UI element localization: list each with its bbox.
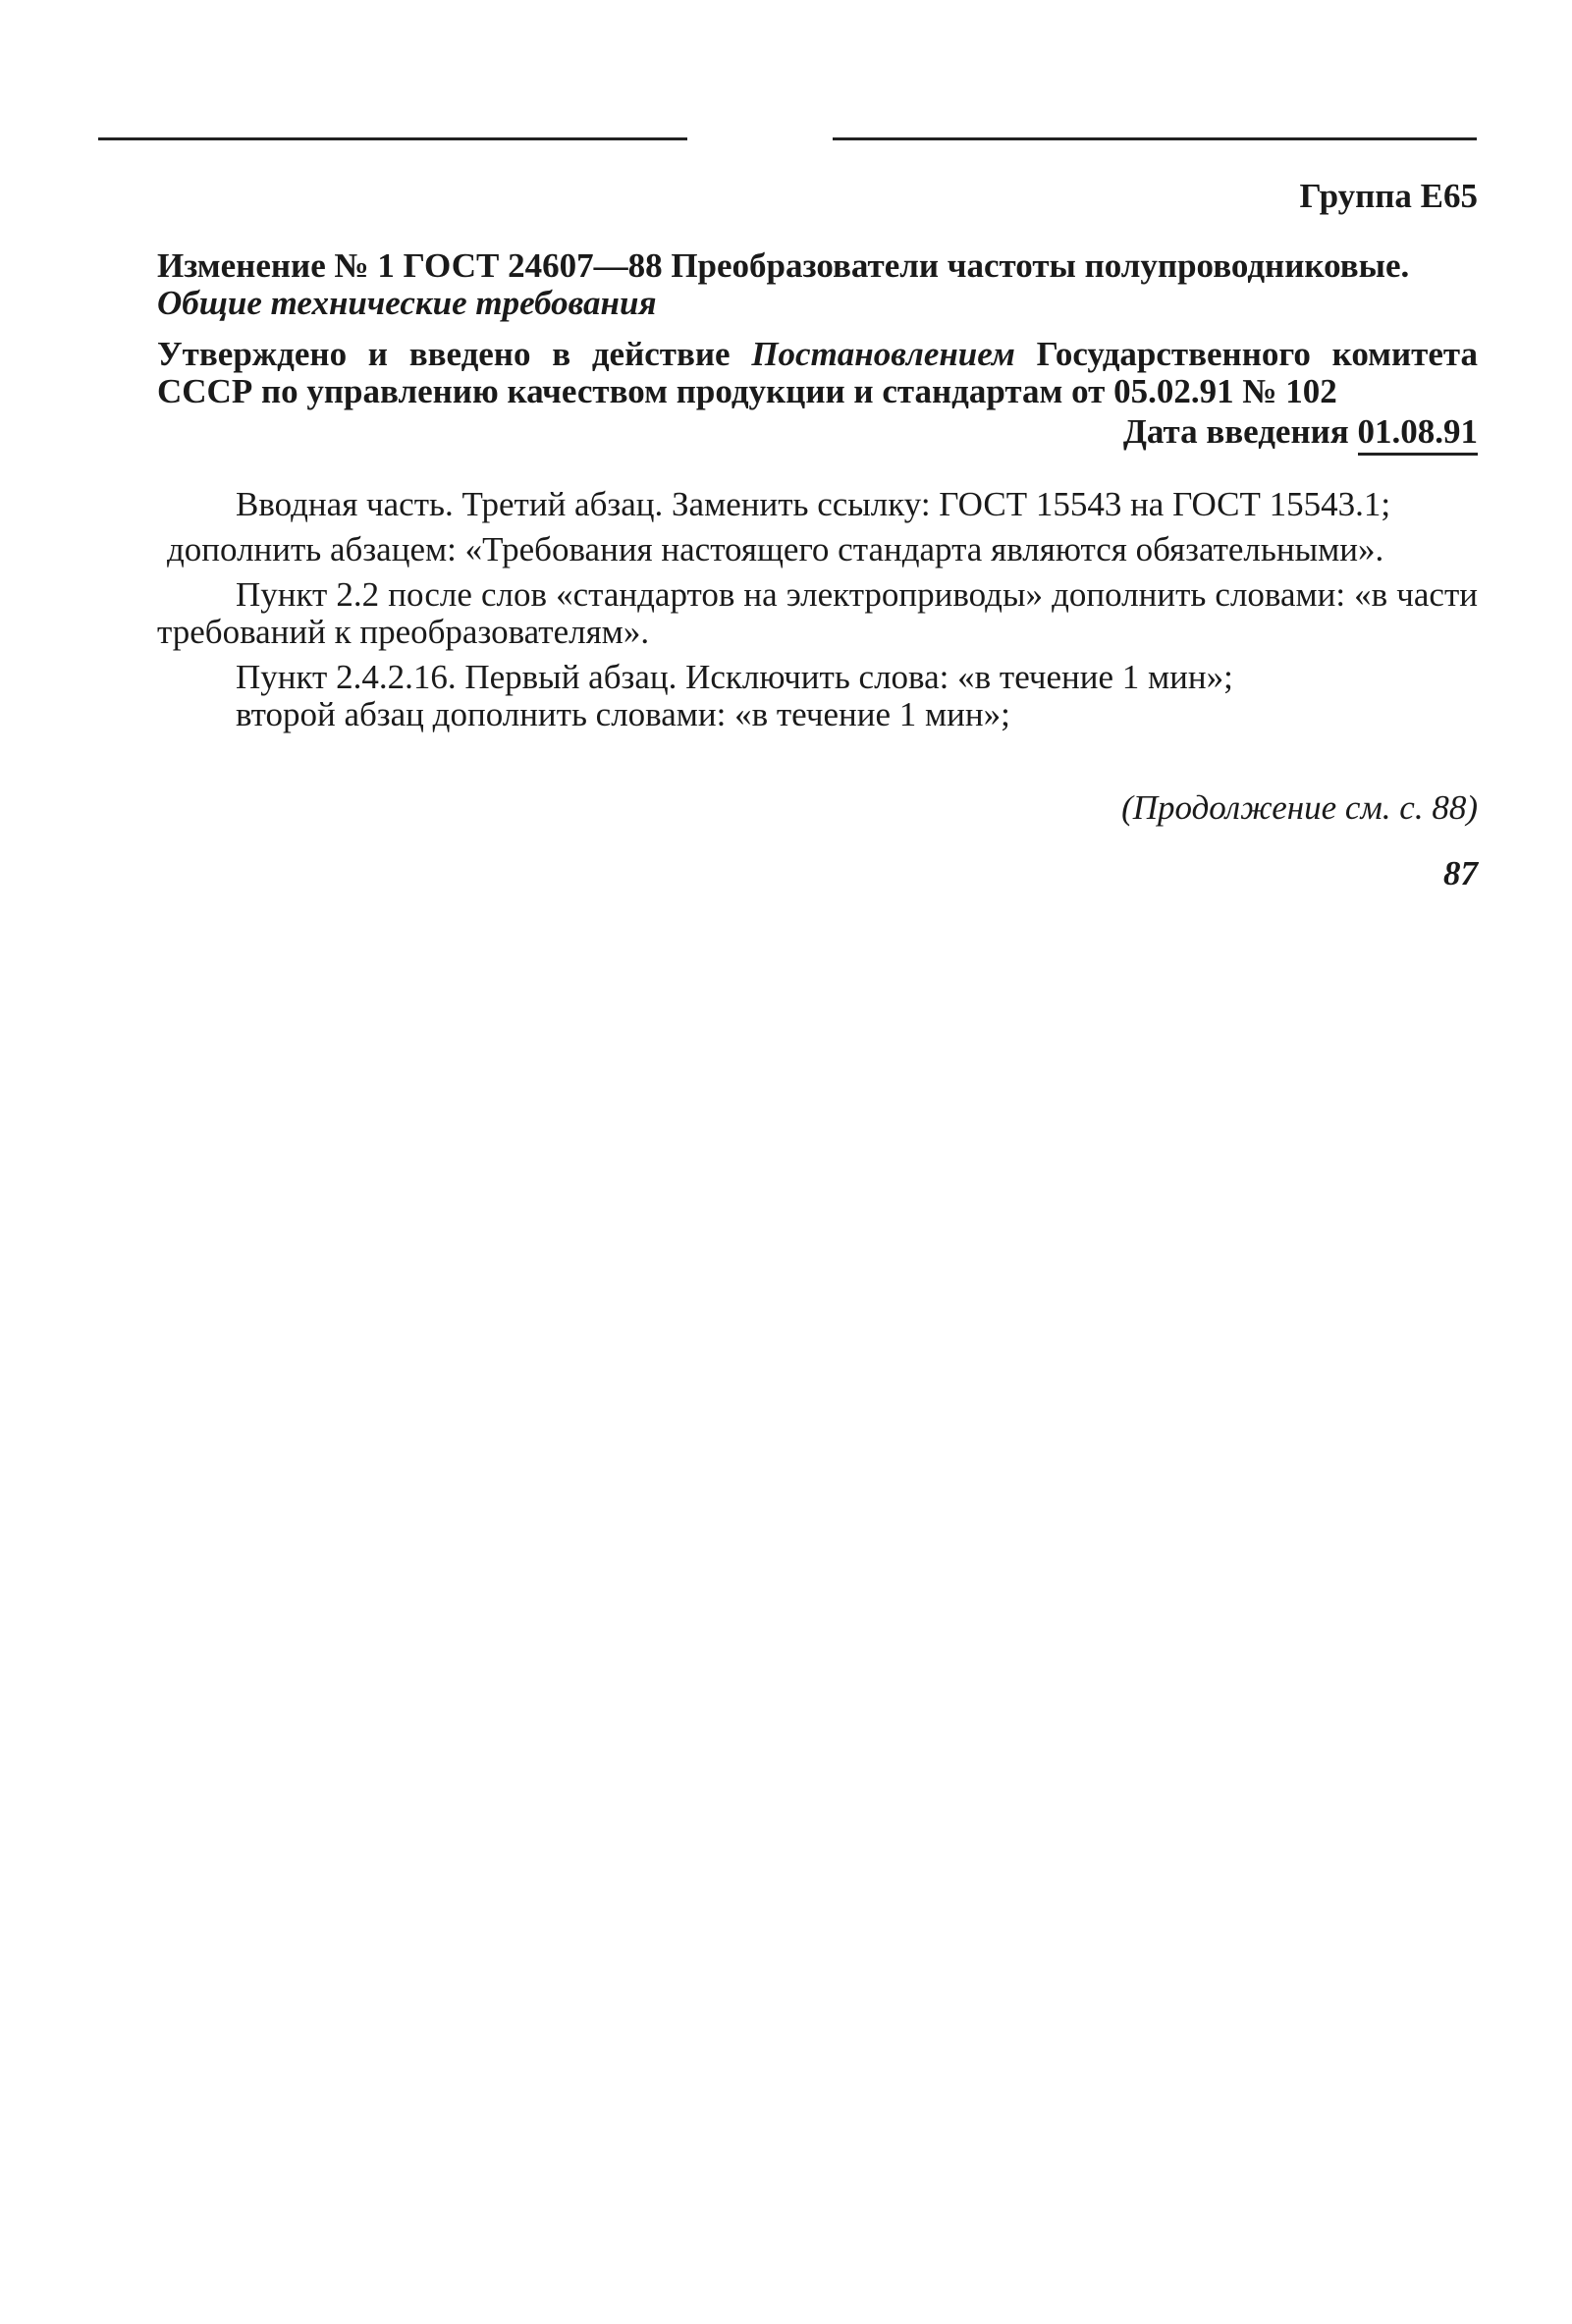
continuation-note: (Продолжение см. с. 88): [1121, 788, 1478, 827]
page-number: 87: [1443, 854, 1478, 892]
paragraph-2: дополнить абзацем: «Требования настоящего стандарта являются обязательными».: [167, 530, 1384, 568]
amendment-title: [157, 247, 1478, 322]
date-value: 01.08.91: [1358, 412, 1479, 456]
date-label: Дата введения: [1122, 412, 1358, 451]
title-sub: Общие технические требования: [157, 284, 657, 322]
paragraph-4: Пункт 2.4.2.16. Первый абзац. Исключить слова: «в течение 1 мин»;: [236, 658, 1233, 696]
paragraph-3: Пункт 2.2 после слов «стандартов на электроприводы» дополнить словами: «в части требований к преобразователям».: [157, 575, 1478, 651]
title-main: Изменение № 1 ГОСТ 24607—88 Преобразователи частоты полупроводниковые.: [157, 246, 1410, 285]
paragraph-5: второй абзац дополнить словами: «в течение 1 мин»;: [236, 695, 1010, 733]
approval-part-3: Государственного комитета СССР по управлению качеством продукции и стандартам от 05.02.91 № 102: [157, 335, 1479, 410]
effective-date: [157, 412, 1478, 452]
amendment-body: [157, 486, 1478, 741]
paragraph-1: Вводная часть. Третий абзац. Заменить ссылку: ГОСТ 15543 на ГОСТ 15543.1;: [236, 485, 1391, 523]
group-code: Группа Е65: [1299, 177, 1478, 215]
approval-part-1: Утверждено и введено в действие: [157, 335, 752, 373]
top-rule-left: [98, 137, 687, 140]
approval-statement: [157, 336, 1478, 410]
approval-part-2: Постановлением: [751, 335, 1015, 373]
top-rule-right: [833, 137, 1477, 140]
